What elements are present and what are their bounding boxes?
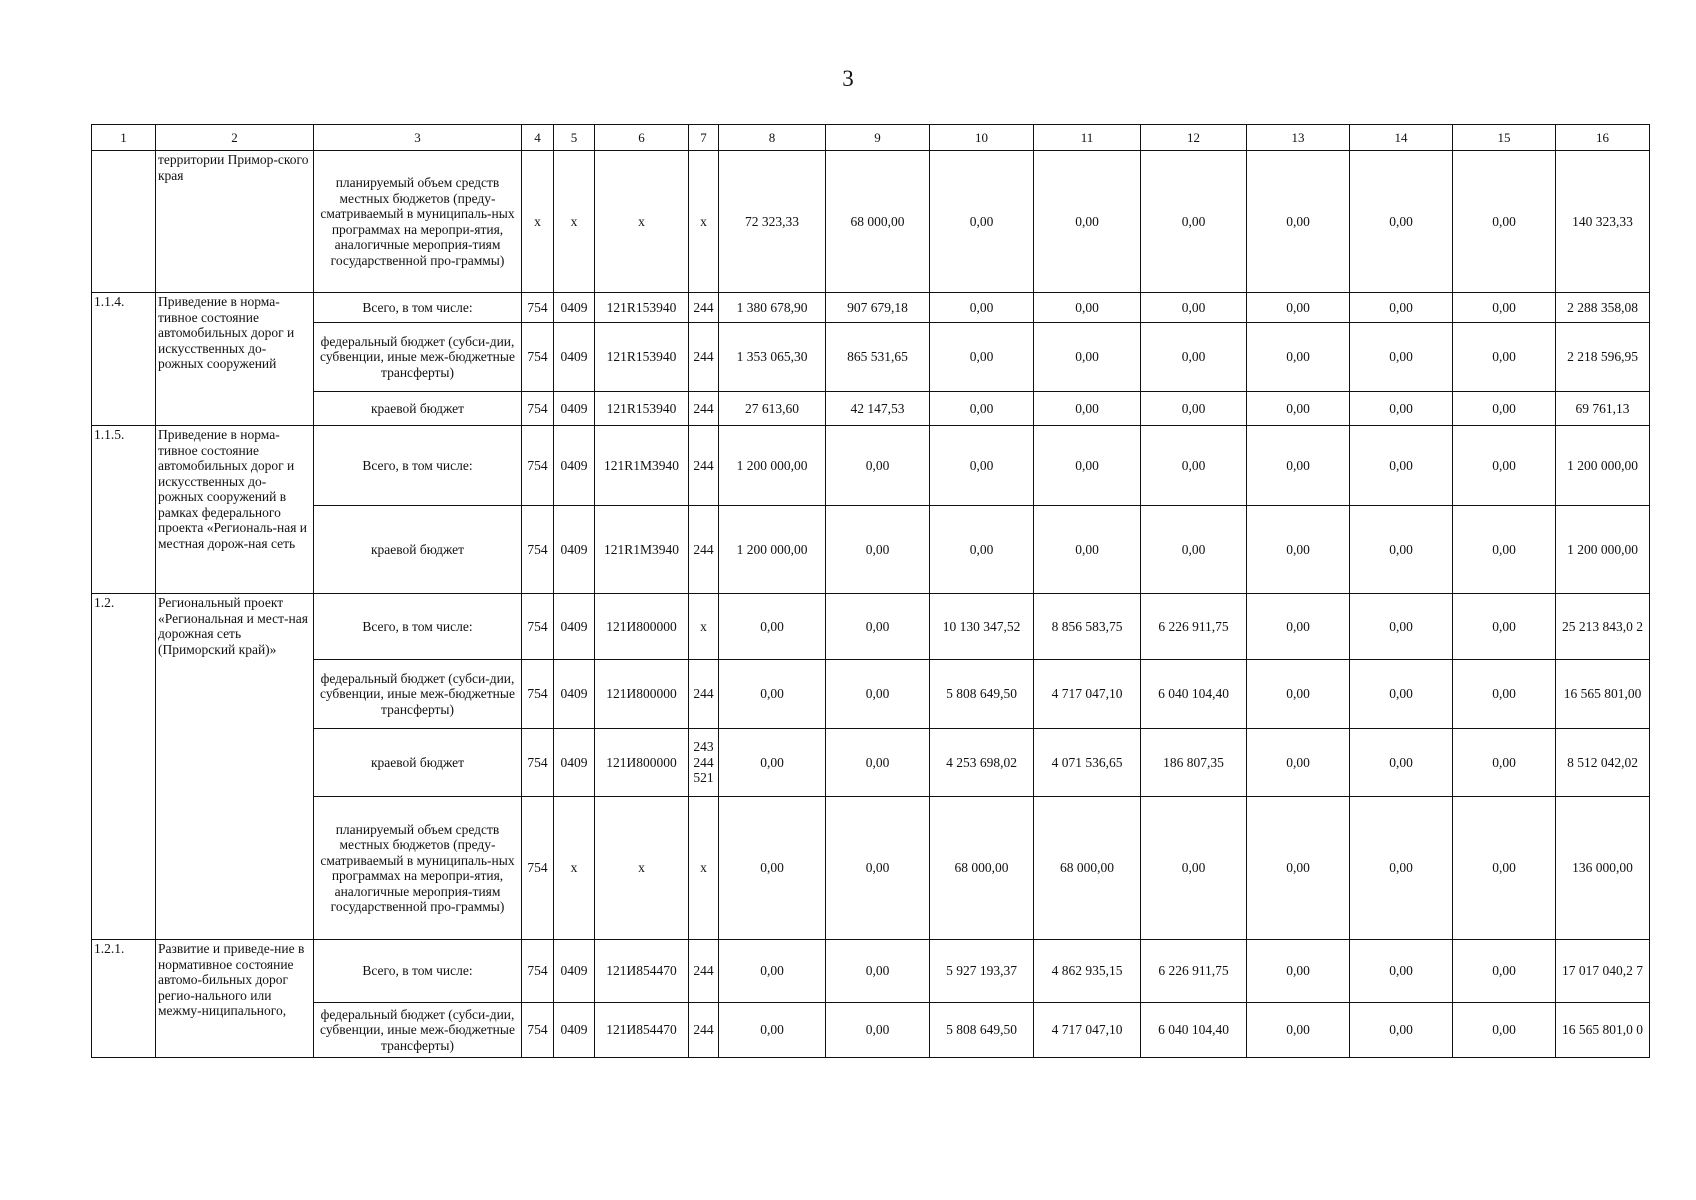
amount-cell: 0,00 xyxy=(930,323,1034,392)
amount-cell: 0,00 xyxy=(1247,594,1350,660)
target-code-cell: x xyxy=(595,797,689,940)
page-number: 3 xyxy=(842,66,854,91)
event-name-cell: территории Примор-ского края xyxy=(156,151,314,293)
target-code-cell: 121R1M3940 xyxy=(595,506,689,594)
expense-type-cell: 243 244 521 xyxy=(689,729,719,797)
total-cell: 2 218 596,95 xyxy=(1556,323,1650,392)
target-code-cell: 121И800000 xyxy=(595,594,689,660)
target-code-cell: 121И854470 xyxy=(595,940,689,1003)
amount-cell: 72 323,33 xyxy=(719,151,826,293)
row-number-cell xyxy=(92,151,156,293)
amount-cell: 0,00 xyxy=(1453,797,1556,940)
amount-cell: 0,00 xyxy=(1034,293,1141,323)
header-cell: 3 xyxy=(314,125,522,151)
section-code-cell: 0409 xyxy=(554,392,595,426)
amount-cell: 0,00 xyxy=(1453,392,1556,426)
table-row xyxy=(92,594,1650,660)
funding-source-cell: краевой бюджет xyxy=(314,392,522,426)
funding-source-cell: Всего, в том числе: xyxy=(314,293,522,323)
amount-cell: 0,00 xyxy=(1247,293,1350,323)
amount-cell: 5 927 193,37 xyxy=(930,940,1034,1003)
target-code-cell: 121R153940 xyxy=(595,323,689,392)
amount-cell: 0,00 xyxy=(826,506,930,594)
amount-cell: 6 040 104,40 xyxy=(1141,1003,1247,1058)
amount-cell: 0,00 xyxy=(826,1003,930,1058)
header-row xyxy=(92,125,1650,151)
amount-cell: 27 613,60 xyxy=(719,392,826,426)
section-code-cell: 0409 xyxy=(554,426,595,506)
amount-cell: 0,00 xyxy=(1350,293,1453,323)
amount-cell: 0,00 xyxy=(1141,323,1247,392)
header-cell: 9 xyxy=(826,125,930,151)
total-cell: 8 512 042,02 xyxy=(1556,729,1650,797)
expense-type-cell: x xyxy=(689,797,719,940)
amount-cell: 6 226 911,75 xyxy=(1141,940,1247,1003)
amount-cell: 68 000,00 xyxy=(930,797,1034,940)
table-row xyxy=(92,729,1650,797)
expense-type-cell: x xyxy=(689,594,719,660)
funding-source-cell: федеральный бюджет (субси-дии, субвенции, иные меж-бюджетные трансферты) xyxy=(314,660,522,729)
funding-source-cell: федеральный бюджет (субси-дии, субвенции, иные меж-бюджетные трансферты) xyxy=(314,323,522,392)
amount-cell: 0,00 xyxy=(1141,797,1247,940)
amount-cell: 0,00 xyxy=(1350,392,1453,426)
amount-cell: 4 717 047,10 xyxy=(1034,660,1141,729)
table-row xyxy=(92,660,1650,729)
header-cell: 10 xyxy=(930,125,1034,151)
amount-cell: 0,00 xyxy=(930,392,1034,426)
amount-cell: 0,00 xyxy=(1453,940,1556,1003)
amount-cell: 5 808 649,50 xyxy=(930,1003,1034,1058)
section-code-cell: x xyxy=(554,151,595,293)
amount-cell: 0,00 xyxy=(1247,426,1350,506)
amount-cell: 0,00 xyxy=(1350,151,1453,293)
section-code-cell: 0409 xyxy=(554,293,595,323)
header-cell: 12 xyxy=(1141,125,1247,151)
section-code-cell: 0409 xyxy=(554,594,595,660)
amount-cell: 0,00 xyxy=(1034,426,1141,506)
amount-cell: 0,00 xyxy=(826,729,930,797)
amount-cell: 0,00 xyxy=(1350,1003,1453,1058)
total-cell: 1 200 000,00 xyxy=(1556,506,1650,594)
amount-cell: 4 071 536,65 xyxy=(1034,729,1141,797)
amount-cell: 1 353 065,30 xyxy=(719,323,826,392)
header-cell: 11 xyxy=(1034,125,1141,151)
header-cell: 1 xyxy=(92,125,156,151)
amount-cell: 0,00 xyxy=(826,426,930,506)
amount-cell: 0,00 xyxy=(1141,506,1247,594)
header-cell: 5 xyxy=(554,125,595,151)
funding-source-cell: федеральный бюджет (субси-дии, субвенции, иные меж-бюджетные трансферты) xyxy=(314,1003,522,1058)
event-name-cell: Приведение в норма-тивное состояние автомобильных дорог и искусственных до-рожных сооружений в рамках федерального проекта «Региональ-ная и местная дорож-ная сеть xyxy=(156,426,314,594)
amount-cell: 4 862 935,15 xyxy=(1034,940,1141,1003)
amount-cell: 0,00 xyxy=(1247,729,1350,797)
amount-cell: 0,00 xyxy=(930,426,1034,506)
expense-type-cell: x xyxy=(689,151,719,293)
amount-cell: 0,00 xyxy=(1247,797,1350,940)
table-row xyxy=(92,797,1650,940)
amount-cell: 0,00 xyxy=(719,660,826,729)
expense-type-cell: 244 xyxy=(689,323,719,392)
grbs-code-cell: 754 xyxy=(522,797,554,940)
target-code-cell: 121И854470 xyxy=(595,1003,689,1058)
grbs-code-cell: 754 xyxy=(522,660,554,729)
amount-cell: 0,00 xyxy=(1453,594,1556,660)
amount-cell: 5 808 649,50 xyxy=(930,660,1034,729)
amount-cell: 8 856 583,75 xyxy=(1034,594,1141,660)
amount-cell: 0,00 xyxy=(826,797,930,940)
target-code-cell: 121R1M3940 xyxy=(595,426,689,506)
amount-cell: 42 147,53 xyxy=(826,392,930,426)
header-cell: 4 xyxy=(522,125,554,151)
table-row xyxy=(92,151,1650,293)
expense-type-cell: 244 xyxy=(689,293,719,323)
amount-cell: 0,00 xyxy=(930,506,1034,594)
amount-cell: 0,00 xyxy=(1034,506,1141,594)
amount-cell: 0,00 xyxy=(1453,426,1556,506)
amount-cell: 1 200 000,00 xyxy=(719,426,826,506)
expense-type-cell: 244 xyxy=(689,660,719,729)
amount-cell: 0,00 xyxy=(1034,392,1141,426)
table-row xyxy=(92,293,1650,323)
amount-cell: 0,00 xyxy=(1453,729,1556,797)
amount-cell: 0,00 xyxy=(1350,660,1453,729)
table-row xyxy=(92,392,1650,426)
table-row xyxy=(92,426,1650,506)
amount-cell: 907 679,18 xyxy=(826,293,930,323)
amount-cell: 0,00 xyxy=(1141,151,1247,293)
amount-cell: 0,00 xyxy=(719,1003,826,1058)
expense-type-cell: 244 xyxy=(689,506,719,594)
header-cell: 14 xyxy=(1350,125,1453,151)
amount-cell: 0,00 xyxy=(1453,506,1556,594)
section-code-cell: 0409 xyxy=(554,940,595,1003)
amount-cell: 0,00 xyxy=(1141,426,1247,506)
amount-cell: 0,00 xyxy=(1350,506,1453,594)
funding-source-cell: планируемый объем средств местных бюджетов (преду-сматриваемый в муниципаль-ных программах на меропри-ятия, аналогичные мероприя-тиям государственной про-граммы) xyxy=(314,797,522,940)
total-cell: 16 565 801,00 xyxy=(1556,660,1650,729)
total-cell: 69 761,13 xyxy=(1556,392,1650,426)
amount-cell: 0,00 xyxy=(1247,506,1350,594)
section-code-cell: 0409 xyxy=(554,323,595,392)
expense-type-cell: 244 xyxy=(689,426,719,506)
amount-cell: 0,00 xyxy=(826,660,930,729)
table-row xyxy=(92,506,1650,594)
amount-cell: 0,00 xyxy=(1350,797,1453,940)
event-name-cell: Региональный проект «Региональная и мест-ная дорожная сеть (Приморский край)» xyxy=(156,594,314,940)
total-cell: 1 200 000,00 xyxy=(1556,426,1650,506)
section-code-cell: 0409 xyxy=(554,660,595,729)
amount-cell: 0,00 xyxy=(1453,660,1556,729)
grbs-code-cell: 754 xyxy=(522,293,554,323)
amount-cell: 0,00 xyxy=(1350,323,1453,392)
amount-cell: 0,00 xyxy=(930,293,1034,323)
amount-cell: 186 807,35 xyxy=(1141,729,1247,797)
row-number-cell: 1.1.5. xyxy=(92,426,156,594)
table-row xyxy=(92,1003,1650,1058)
header-cell: 2 xyxy=(156,125,314,151)
amount-cell: 0,00 xyxy=(1247,940,1350,1003)
amount-cell: 0,00 xyxy=(1247,1003,1350,1058)
amount-cell: 0,00 xyxy=(1453,293,1556,323)
target-code-cell: 121R153940 xyxy=(595,293,689,323)
budget-table xyxy=(91,124,1650,1058)
amount-cell: 0,00 xyxy=(1350,426,1453,506)
amount-cell: 6 226 911,75 xyxy=(1141,594,1247,660)
amount-cell: 68 000,00 xyxy=(826,151,930,293)
amount-cell: 4 253 698,02 xyxy=(930,729,1034,797)
grbs-code-cell: 754 xyxy=(522,323,554,392)
amount-cell: 0,00 xyxy=(1453,151,1556,293)
funding-source-cell: Всего, в том числе: xyxy=(314,594,522,660)
header-cell: 16 xyxy=(1556,125,1650,151)
grbs-code-cell: 754 xyxy=(522,392,554,426)
grbs-code-cell: 754 xyxy=(522,594,554,660)
amount-cell: 0,00 xyxy=(719,729,826,797)
event-name-cell: Развитие и приведе-ние в нормативное состояние автомо-бильных дорог регио-нального или межму-ниципального, xyxy=(156,940,314,1058)
amount-cell: 6 040 104,40 xyxy=(1141,660,1247,729)
section-code-cell: 0409 xyxy=(554,506,595,594)
total-cell: 140 323,33 xyxy=(1556,151,1650,293)
amount-cell: 0,00 xyxy=(1247,151,1350,293)
amount-cell: 68 000,00 xyxy=(1034,797,1141,940)
grbs-code-cell: 754 xyxy=(522,729,554,797)
amount-cell: 0,00 xyxy=(826,940,930,1003)
expense-type-cell: 244 xyxy=(689,1003,719,1058)
grbs-code-cell: 754 xyxy=(522,1003,554,1058)
amount-cell: 1 380 678,90 xyxy=(719,293,826,323)
funding-source-cell: краевой бюджет xyxy=(314,729,522,797)
amount-cell: 0,00 xyxy=(1141,293,1247,323)
row-number-cell: 1.2. xyxy=(92,594,156,940)
target-code-cell: 121И800000 xyxy=(595,660,689,729)
total-cell: 2 288 358,08 xyxy=(1556,293,1650,323)
amount-cell: 0,00 xyxy=(1350,940,1453,1003)
target-code-cell: 121И800000 xyxy=(595,729,689,797)
amount-cell: 0,00 xyxy=(1350,729,1453,797)
amount-cell: 865 531,65 xyxy=(826,323,930,392)
amount-cell: 0,00 xyxy=(1247,392,1350,426)
section-code-cell: x xyxy=(554,797,595,940)
table-row xyxy=(92,940,1650,1003)
row-number-cell: 1.1.4. xyxy=(92,293,156,426)
amount-cell: 0,00 xyxy=(719,940,826,1003)
expense-type-cell: 244 xyxy=(689,392,719,426)
amount-cell: 0,00 xyxy=(1350,594,1453,660)
row-number-cell: 1.2.1. xyxy=(92,940,156,1058)
funding-source-cell: планируемый объем средств местных бюджетов (преду-сматриваемый в муниципаль-ных программах на меропри-ятия, аналогичные мероприя-тиям государственной про-граммы) xyxy=(314,151,522,293)
event-name-cell: Приведение в норма-тивное состояние автомобильных дорог и искусственных до-рожных сооружений xyxy=(156,293,314,426)
amount-cell: 0,00 xyxy=(1034,151,1141,293)
amount-cell: 1 200 000,00 xyxy=(719,506,826,594)
table-row xyxy=(92,323,1650,392)
amount-cell: 0,00 xyxy=(1453,1003,1556,1058)
target-code-cell: x xyxy=(595,151,689,293)
header-cell: 15 xyxy=(1453,125,1556,151)
section-code-cell: 0409 xyxy=(554,1003,595,1058)
total-cell: 16 565 801,0 0 xyxy=(1556,1003,1650,1058)
amount-cell: 0,00 xyxy=(719,594,826,660)
funding-source-cell: Всего, в том числе: xyxy=(314,940,522,1003)
header-cell: 7 xyxy=(689,125,719,151)
total-cell: 136 000,00 xyxy=(1556,797,1650,940)
funding-source-cell: краевой бюджет xyxy=(314,506,522,594)
amount-cell: 10 130 347,52 xyxy=(930,594,1034,660)
amount-cell: 0,00 xyxy=(1034,323,1141,392)
expense-type-cell: 244 xyxy=(689,940,719,1003)
header-cell: 13 xyxy=(1247,125,1350,151)
grbs-code-cell: 754 xyxy=(522,506,554,594)
funding-source-cell: Всего, в том числе: xyxy=(314,426,522,506)
target-code-cell: 121R153940 xyxy=(595,392,689,426)
amount-cell: 0,00 xyxy=(1141,392,1247,426)
header-cell: 6 xyxy=(595,125,689,151)
amount-cell: 0,00 xyxy=(1453,323,1556,392)
amount-cell: 4 717 047,10 xyxy=(1034,1003,1141,1058)
amount-cell: 0,00 xyxy=(1247,660,1350,729)
amount-cell: 0,00 xyxy=(1247,323,1350,392)
section-code-cell: 0409 xyxy=(554,729,595,797)
grbs-code-cell: 754 xyxy=(522,426,554,506)
amount-cell: 0,00 xyxy=(719,797,826,940)
total-cell: 17 017 040,2 7 xyxy=(1556,940,1650,1003)
grbs-code-cell: 754 xyxy=(522,940,554,1003)
amount-cell: 0,00 xyxy=(930,151,1034,293)
grbs-code-cell: x xyxy=(522,151,554,293)
total-cell: 25 213 843,0 2 xyxy=(1556,594,1650,660)
amount-cell: 0,00 xyxy=(826,594,930,660)
header-cell: 8 xyxy=(719,125,826,151)
